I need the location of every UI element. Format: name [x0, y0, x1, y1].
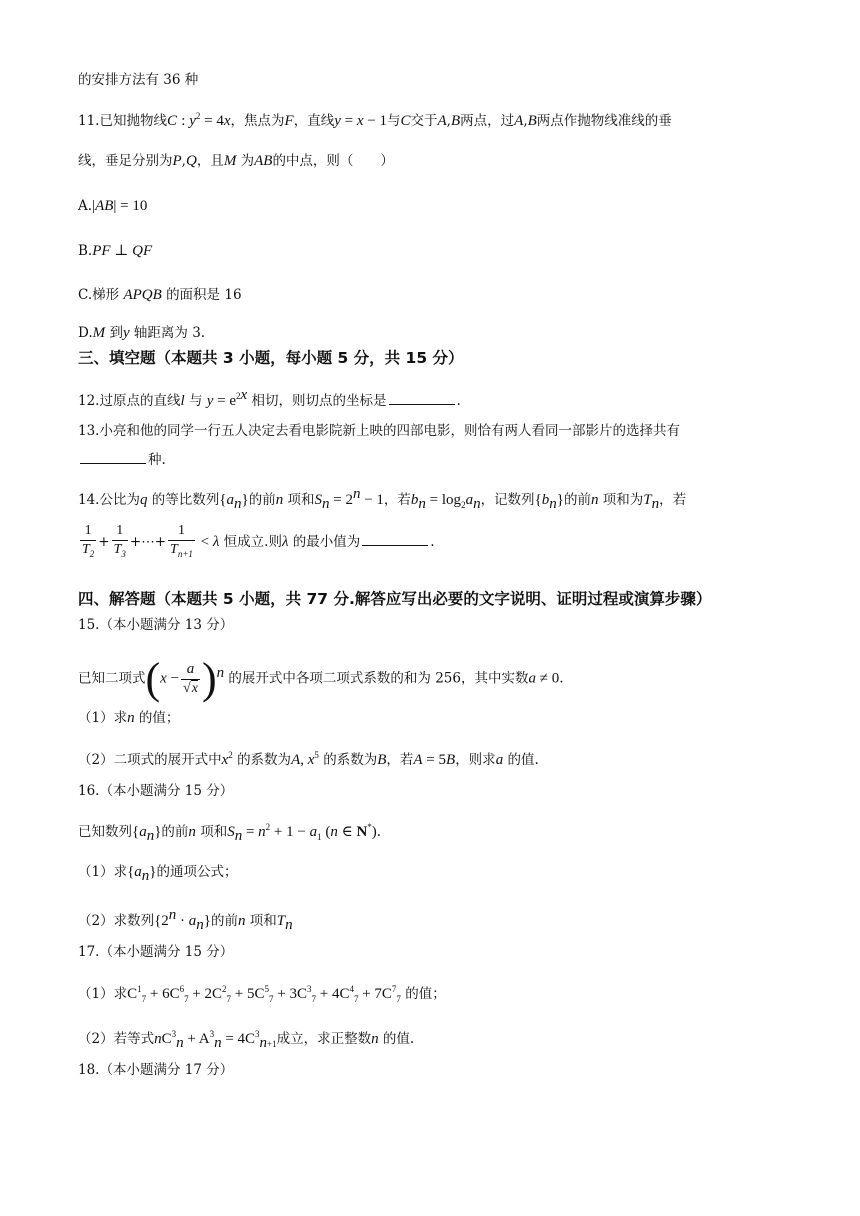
q16-statement: 已知数列$\{a_n\}$的前n 项和$S_n = n^2 + 1 - a_1$ (n ∈ N*). — [78, 822, 382, 844]
q11-option-c: C.梯形 APQB 的面积是 16 — [78, 287, 242, 303]
q15-part1: （1）求n 的值； — [78, 710, 180, 726]
q11-option-d: D.M 到y 轴距离为 3. — [78, 325, 206, 341]
q11-line2: 线，垂足分别为P,Q，且M 为AB的中点，则（ ） — [78, 153, 394, 169]
q15-header: 15.（本小题满分 13 分） — [78, 617, 234, 633]
q10-tail: 的安排方法有 36 种 — [78, 72, 199, 88]
section-3-heading: 三、填空题（本题共 3 小题，每小题 5 分，共 15 分） — [78, 349, 464, 367]
section-4-heading: 四、解答题（本题共 5 小题，共 77 分.解答应写出必要的文字说明、证明过程或演算步骤） — [78, 590, 712, 608]
q11-option-b: B.PF ⊥ QF — [78, 243, 153, 259]
q11-line1: 11.已知抛物线C : $y^2 = 4x$，焦点为F，直线y = x − 1与C交于A,B两点，过A,B两点作抛物线准线的垂 — [78, 111, 672, 129]
answer-blank — [80, 451, 146, 464]
q16-part2: （2）求数列$\{2^n \cdot a_n\}$的前n 项和$T_n$ — [78, 907, 293, 933]
q15-part2: （2）二项式的展开式中$x^2$ 的系数为A, $x^5$ 的系数为B，若A = 5B，则求a 的值. — [78, 750, 539, 768]
fraction: $\frac{1}{T_3}$ — [113, 523, 126, 559]
q12: 12.过原点的直线l 与 $y = e^{2x}$ 相切，则切点的坐标是 . — [78, 387, 461, 409]
q18-header: 18.（本小题满分 17 分） — [78, 1062, 234, 1078]
answer-blank — [389, 392, 455, 405]
q16-part1: （1）求$\{a_n\}$的通项公式； — [78, 864, 238, 884]
q13-line2: 种. — [78, 450, 166, 470]
fraction: $\frac{1}{T_{n+1}}$ — [170, 523, 193, 559]
fraction: $\frac{1}{T_2}$ — [82, 523, 95, 559]
q14-line1: 14.公比为q 的等比数列$\{a_n\}$的前n 项和$S_n = 2^n - 1$，若$b_n = \log_2a_n$，记数列$\{b_n\}$的前n 项和为$T_n$，若 — [78, 486, 687, 512]
q16-header: 16.（本小题满分 15 分） — [78, 783, 234, 799]
answer-blank — [362, 533, 428, 546]
q13-line1: 13.小亮和他的同学一行五人决定去看电影院新上映的四部电影，则恰有两人看同一部影片的选择共有 — [78, 423, 680, 439]
fraction: $\frac{a}{√x}$ — [183, 661, 198, 696]
q11-option-a: A.|AB| = 10 — [78, 198, 148, 214]
q17-header: 17.（本小题满分 15 分） — [78, 944, 234, 960]
q17-part2: （2）若等式$nC^3_n + A^3_n = 4C^3_{n+1}$成立，求正整数n 的值. — [78, 1029, 415, 1051]
q17-part1: （1）求$C^1_7 + 6C^6_7 + 2C^2_7 + 5C^5_7 + 3C^3_7 + 4C^4_7 + 7C^7_7$ 的值； — [78, 984, 446, 1004]
q15-statement: 已知二项式(x − $\frac{a}{√x}$ )$^n$ 的展开式中各项二项式系数的和为 256，其中实数a ≠ 0. — [78, 654, 564, 703]
q14-line2: $\frac{1}{T_2}$ + $\frac{1}{T_3}$ +⋯+ $\frac{1}{T_{n+1}}$ < λ 恒成立.则λ 的最小值为 . — [78, 522, 435, 563]
